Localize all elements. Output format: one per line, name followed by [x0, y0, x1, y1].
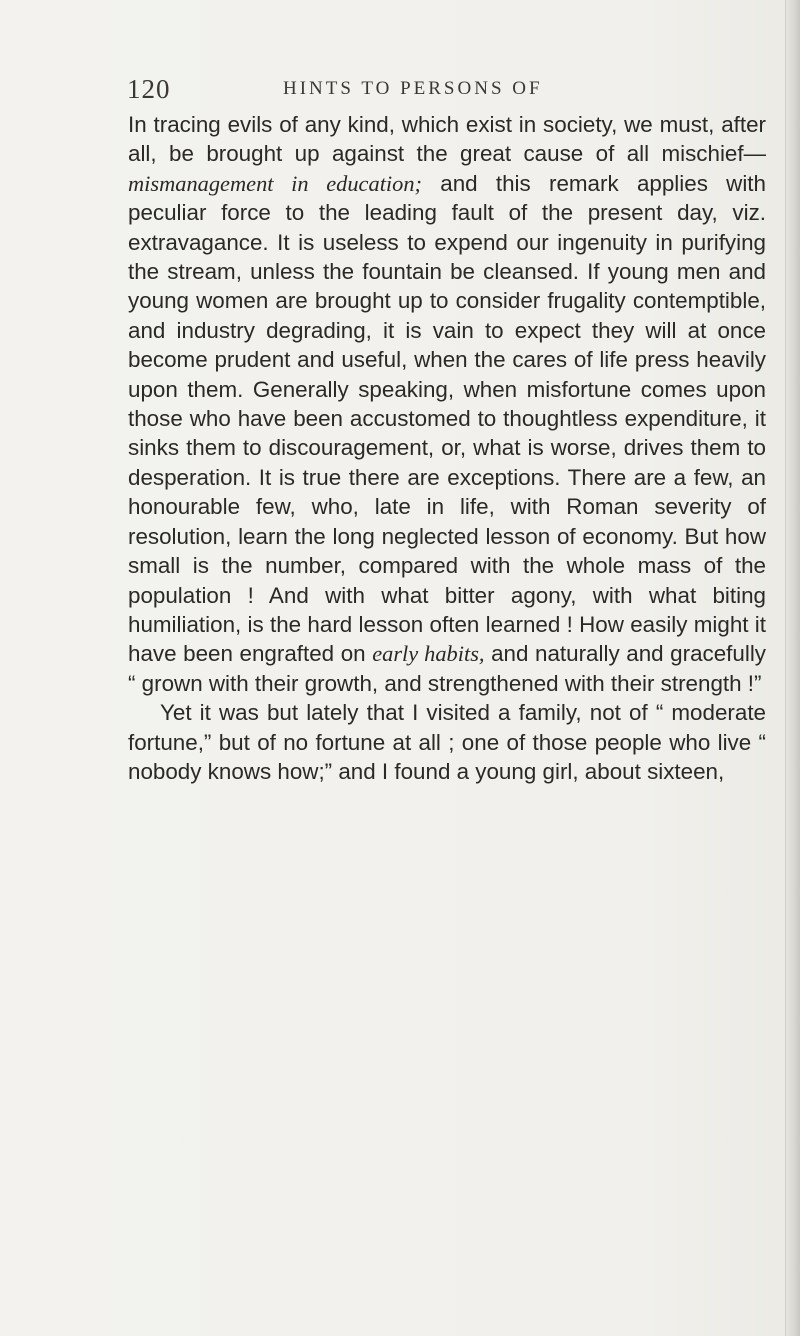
text-run: Yet it was but lately that I visited a family, not of “ moderate fortune,” but of no fortune at all ; one of those people who live “ nobody knows how;” and I found a young girl, about sixteen, — [128, 700, 766, 784]
paragraph — [128, 110, 766, 698]
text-run: In tracing evils of any kind, which exist in society, we must, after all, be brought up against the great cause of all mischief— — [128, 112, 766, 167]
italic-text-run: early habits, — [372, 641, 485, 667]
italic-text-run: mismanagement in education; — [128, 170, 422, 196]
page-number: 120 — [127, 74, 171, 104]
running-head-title: HINTS TO PERSONS OF — [283, 78, 543, 99]
paragraph — [128, 698, 766, 786]
body-text — [128, 110, 766, 786]
running-head — [127, 74, 647, 106]
page-edge-shadow — [785, 0, 800, 1336]
text-run: and naturally and gracefully “ grown with their growth, and strengthened with their strength !” — [128, 641, 766, 696]
text-run: and this remark applies with peculiar force to the leading fault of the present day, viz. extravagance. It is useless to expend our ingenuity in purifying the stream, unless the fountain be cleansed. If young men and young women are brought up to consider frugality contemptible, and industry degrading, it is vain to expect they will at once become prudent and useful, when the cares of life press heavily upon them. Generally speaking, when misfortune comes upon those who have been accustomed to thoughtless expenditure, it sinks them to discouragement, or, what is worse, drives them to desperation. It is true there are exceptions. There are a few, an honourable few, who, late in life, with Roman severity of resolution, learn the long neglected lesson of economy. But how small is the number, compared with the whole mass of the population ! And with what bitter agony, with what biting humiliation, is the hard lesson often learned ! How easily might it have been engrafted on — [128, 170, 766, 667]
